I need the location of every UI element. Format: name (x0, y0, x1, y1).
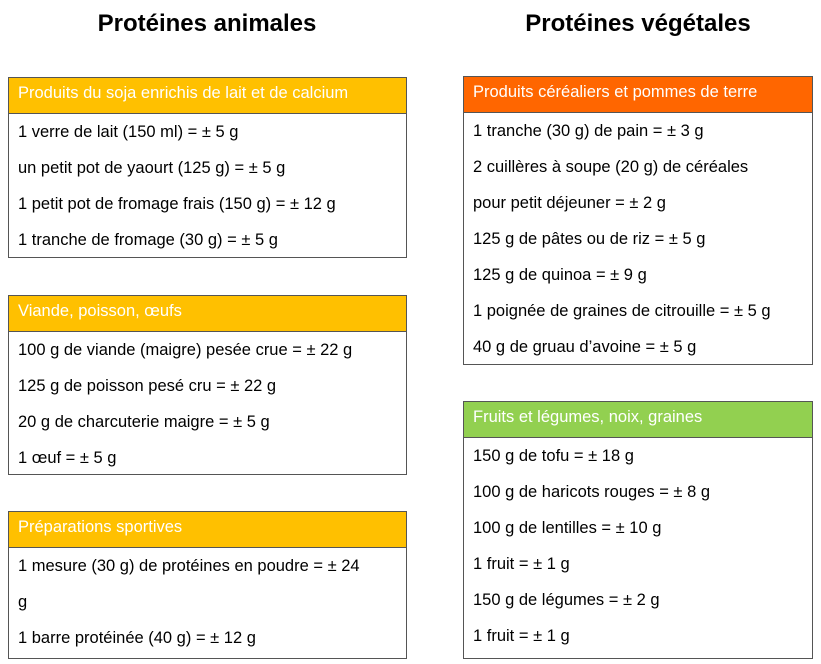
list-item: 1 tranche (30 g) de pain = ± 3 g (473, 122, 704, 140)
card-fruits-vegetables-nuts (463, 401, 813, 659)
card-meat-fish-eggs (8, 295, 407, 475)
list-item: 1 œuf = ± 5 g (18, 449, 117, 467)
list-item: 150 g de légumes = ± 2 g (473, 591, 660, 609)
list-item: 125 g de poisson pesé cru = ± 22 g (18, 377, 277, 395)
list-item: 1 barre protéinée (40 g) = ± 12 g (18, 629, 256, 647)
title-plant-proteins: Protéines végétales (525, 10, 751, 37)
card-cereals-potatoes (463, 76, 813, 365)
list-item: 1 poignée de graines de citrouille = ± 5 g (473, 302, 771, 320)
list-item: 100 g de haricots rouges = ± 8 g (473, 483, 711, 501)
card-header-cereals-potatoes: Produits céréaliers et pommes de terre (464, 77, 812, 113)
list-item: 1 tranche de fromage (30 g) = ± 5 g (18, 231, 278, 249)
list-item: 1 petit pot de fromage frais (150 g) = ± 12 g (18, 195, 336, 213)
list-item: 2 cuillères à soupe (20 g) de céréales (473, 158, 749, 176)
card-header-fruits-vegetables-nuts: Fruits et légumes, noix, graines (464, 402, 812, 438)
list-item: pour petit déjeuner = ± 2 g (473, 194, 666, 212)
list-item: 150 g de tofu = ± 18 g (473, 447, 634, 465)
list-item: 125 g de quinoa = ± 9 g (473, 266, 647, 284)
card-header-sports-preparations: Préparations sportives (9, 512, 406, 548)
list-item: g (18, 593, 28, 611)
card-header-meat-fish-eggs: Viande, poisson, œufs (9, 296, 406, 332)
card-header-dairy: Produits du soja enrichis de lait et de calcium (9, 78, 406, 114)
list-item: 100 g de viande (maigre) pesée crue = ± 22 g (18, 341, 353, 359)
list-item: 1 fruit = ± 1 g (473, 555, 570, 573)
list-item: 100 g de lentilles = ± 10 g (473, 519, 662, 537)
list-item: 40 g de gruau d’avoine = ± 5 g (473, 338, 697, 356)
list-item: 1 fruit = ± 1 g (473, 627, 570, 645)
list-item: 20 g de charcuterie maigre = ± 5 g (18, 413, 270, 431)
list-item: 1 mesure (30 g) de protéines en poudre = ± 24 (18, 557, 360, 575)
list-item: un petit pot de yaourt (125 g) = ± 5 g (18, 159, 286, 177)
card-sports-preparations (8, 511, 407, 659)
title-animal-proteins: Protéines animales (97, 10, 317, 37)
card-dairy (8, 77, 407, 258)
list-item: 125 g de pâtes ou de riz = ± 5 g (473, 230, 706, 248)
list-item: 1 verre de lait (150 ml) = ± 5 g (18, 123, 239, 141)
